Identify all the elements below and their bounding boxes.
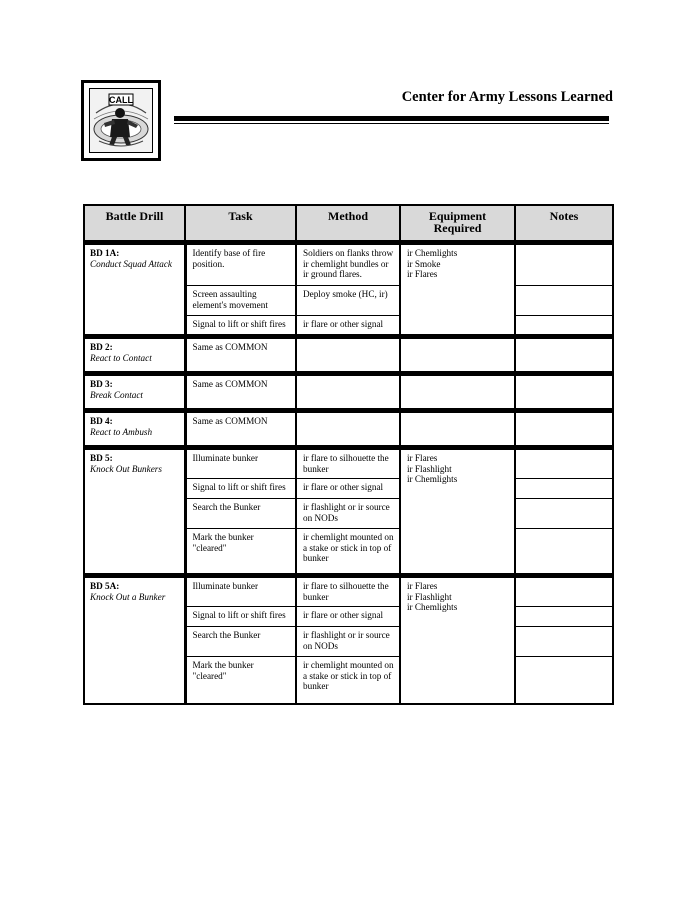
method-cell: ir chemlight mounted on a stake or stick in top of bunker — [296, 529, 400, 576]
task-cell: Signal to lift or shift fires — [185, 607, 296, 627]
method-cell: Soldiers on flanks throw ir chemlight bundles or ir ground flares. — [296, 243, 400, 286]
battle-drill-name: Knock Out Bunkers — [90, 463, 162, 474]
battle-drill-code: BD 2: — [90, 342, 113, 352]
task-cell: Same as COMMON — [185, 374, 296, 411]
equipment-cell — [400, 411, 515, 448]
battle-drill-code: BD 1A: — [90, 248, 120, 258]
battle-drill-code: BD 5A: — [90, 581, 120, 591]
column-header-equipment: Equipment Required — [400, 205, 515, 243]
notes-cell — [515, 607, 613, 627]
method-cell: ir flare or other signal — [296, 316, 400, 337]
notes-cell — [515, 499, 613, 529]
battle-drill-code: BD 3: — [90, 379, 113, 389]
notes-cell — [515, 576, 613, 607]
equipment-item: ir Flares — [407, 269, 438, 280]
equipment-cell — [400, 448, 515, 576]
battle-drill-cell — [84, 243, 185, 337]
table-row — [84, 411, 613, 448]
task-cell: Signal to lift or shift fires — [185, 316, 296, 337]
page-title: Center for Army Lessons Learned — [401, 89, 613, 105]
task-cell: Identify base of fire position. — [192, 248, 266, 269]
equipment-cell — [400, 576, 515, 704]
table-row — [84, 243, 613, 286]
table-row — [84, 576, 613, 607]
equipment-item: ir Flares — [407, 581, 438, 591]
table-row — [84, 337, 613, 374]
notes-cell — [515, 448, 613, 479]
equipment-item: ir Smoke — [407, 258, 441, 269]
task-cell: Same as COMMON — [185, 411, 296, 448]
method-cell: ir flare or other signal — [296, 607, 400, 627]
battle-drill-name: Break Contact — [90, 389, 143, 400]
notes-cell — [515, 411, 613, 448]
notes-cell — [515, 374, 613, 411]
notes-cell — [515, 627, 613, 657]
method-cell: Deploy smoke (HC, ir) — [296, 286, 400, 316]
equipment-item: ir Chemlights — [407, 248, 458, 258]
task-cell: Illuminate bunker — [185, 448, 296, 479]
column-header-battle-drill: Battle Drill — [84, 205, 185, 243]
method-cell — [296, 337, 400, 374]
task-cell: Illuminate bunker — [185, 576, 296, 607]
battle-drill-code: BD 4: — [90, 416, 113, 426]
table-row — [84, 448, 613, 479]
battle-drill-table — [83, 204, 614, 705]
call-logo — [81, 80, 161, 161]
method-cell — [296, 374, 400, 411]
soldier-emblem-icon — [90, 89, 152, 152]
method-cell: ir flare to silhouette the bunker — [296, 576, 400, 607]
notes-cell — [515, 316, 613, 337]
column-header-notes: Notes — [515, 205, 613, 243]
column-header-task: Task — [185, 205, 296, 243]
equipment-item: ir Flashlight — [407, 591, 452, 602]
notes-cell — [515, 243, 613, 286]
task-cell: Mark the bunker "cleared" — [185, 657, 296, 704]
method-cell: ir flashlight or ir source on NODs — [296, 627, 400, 657]
logo-text: CALL — [109, 95, 133, 105]
notes-cell — [515, 286, 613, 316]
equipment-cell — [400, 243, 515, 337]
battle-drill-name: Knock Out a Bunker — [90, 591, 166, 602]
battle-drill-cell — [84, 448, 185, 576]
header-rule — [174, 116, 609, 125]
notes-cell — [515, 479, 613, 499]
method-cell: ir flare to silhouette the bunker — [296, 448, 400, 479]
method-cell: ir flare or other signal — [296, 479, 400, 499]
method-cell: ir chemlight mounted on a stake or stick in top of bunker — [296, 657, 400, 704]
battle-drill-name: React to Contact — [90, 352, 152, 363]
equipment-cell — [400, 374, 515, 411]
table-header-row — [84, 205, 613, 243]
battle-drill-cell — [84, 411, 185, 448]
battle-drill-code: BD 5: — [90, 453, 113, 463]
equipment-item: ir Flares — [407, 453, 438, 463]
battle-drill-name: Conduct Squad Attack — [90, 258, 172, 269]
notes-cell — [515, 529, 613, 576]
equipment-cell — [400, 337, 515, 374]
task-cell: Screen assaulting element's movement — [185, 286, 296, 316]
method-cell: ir flashlight or ir source on NODs — [296, 499, 400, 529]
table-row — [84, 374, 613, 411]
battle-drill-cell — [84, 337, 185, 374]
call-emblem — [89, 88, 153, 153]
task-cell: Signal to lift or shift fires — [185, 479, 296, 499]
notes-cell — [515, 657, 613, 704]
battle-drill-name: React to Ambush — [90, 426, 153, 437]
column-header-method: Method — [296, 205, 400, 243]
equipment-item: ir Flashlight — [407, 463, 452, 474]
battle-drill-cell — [84, 374, 185, 411]
battle-drill-cell — [84, 576, 185, 704]
task-cell: Search the Bunker — [185, 499, 296, 529]
task-cell: Search the Bunker — [185, 627, 296, 657]
task-cell: Mark the bunker "cleared" — [185, 529, 296, 576]
equipment-item: ir Chemlights — [407, 474, 458, 485]
equipment-item: ir Chemlights — [407, 602, 458, 613]
notes-cell — [515, 337, 613, 374]
task-cell: Same as COMMON — [185, 337, 296, 374]
method-cell — [296, 411, 400, 448]
